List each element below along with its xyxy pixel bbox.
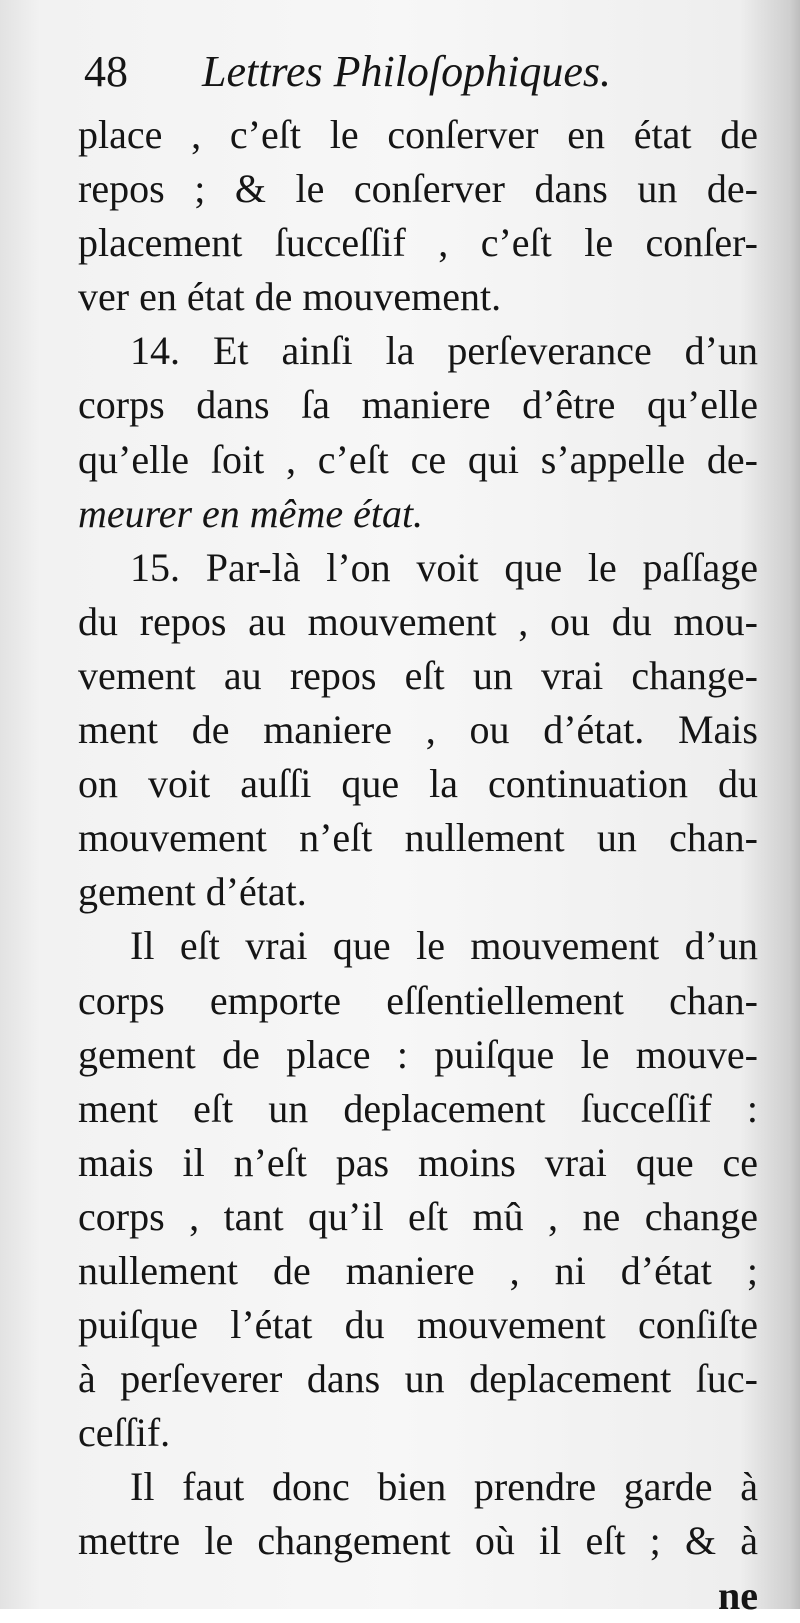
text-line: ceſſif. <box>78 1410 171 1456</box>
text-line: place , c’eſt le conſerver en état de <box>78 112 758 157</box>
text-line: gement d’état. <box>78 869 307 915</box>
text-line: mais il n’eſt pas moins vrai que ce <box>78 1139 758 1185</box>
text-line: à perſeverer dans un deplacement ſuc- <box>78 1356 758 1402</box>
catchword: ne <box>718 1572 758 1618</box>
text-line: corps emporte eſſentiellement chan- <box>78 977 758 1023</box>
text-line: placement ſucceſſif , c’eſt le conſer- <box>78 220 758 266</box>
text-line: nullement de maniere , ni d’état ; <box>78 1247 758 1293</box>
text-line: meurer en même état. <box>78 490 424 536</box>
text-line: mettre le changement où il eſt ; & à <box>78 1518 758 1564</box>
paragraph-start: Il eſt vrai que le mouvement d’un <box>130 923 758 969</box>
running-title: Lettres Philoſophiques. <box>202 47 612 96</box>
text-line: gement de place : puiſque le mouve- <box>78 1031 758 1077</box>
text-line: du repos au mouvement , ou du mou- <box>78 598 758 644</box>
paragraph-start: Il faut donc bien prendre garde à <box>130 1464 758 1510</box>
text-line: puiſque l’état du mouvement conſiſte <box>78 1302 758 1348</box>
text-line: ment eſt un deplacement ſucceſſif : <box>78 1085 758 1131</box>
body-text <box>78 108 758 1623</box>
paragraph-15-start: 15. Par-là l’on voit que le paſſage <box>130 544 758 590</box>
text-line: on voit auſſi que la continuation du <box>78 761 758 807</box>
text-line: qu’elle ſoit , c’eſt ce qui s’appelle de- <box>78 436 758 482</box>
paragraph-14-start: 14. Et ainſi la perſeverance d’un <box>130 328 758 374</box>
text-line: ver en état de mouvement. <box>78 274 502 320</box>
page-header <box>84 42 611 102</box>
page-number: 48 <box>84 47 128 96</box>
text-line: mouvement n’eſt nullement un chan- <box>78 815 758 861</box>
text-line: vement au repos eſt un vrai change- <box>78 652 758 698</box>
text-line: corps dans ſa maniere d’être qu’elle <box>78 382 758 428</box>
text-line: repos ; & le conſerver dans un de- <box>78 166 758 212</box>
text-line: ment de maniere , ou d’état. Mais <box>78 707 758 753</box>
text-line: corps , tant qu’il eſt mû , ne change <box>78 1193 758 1239</box>
